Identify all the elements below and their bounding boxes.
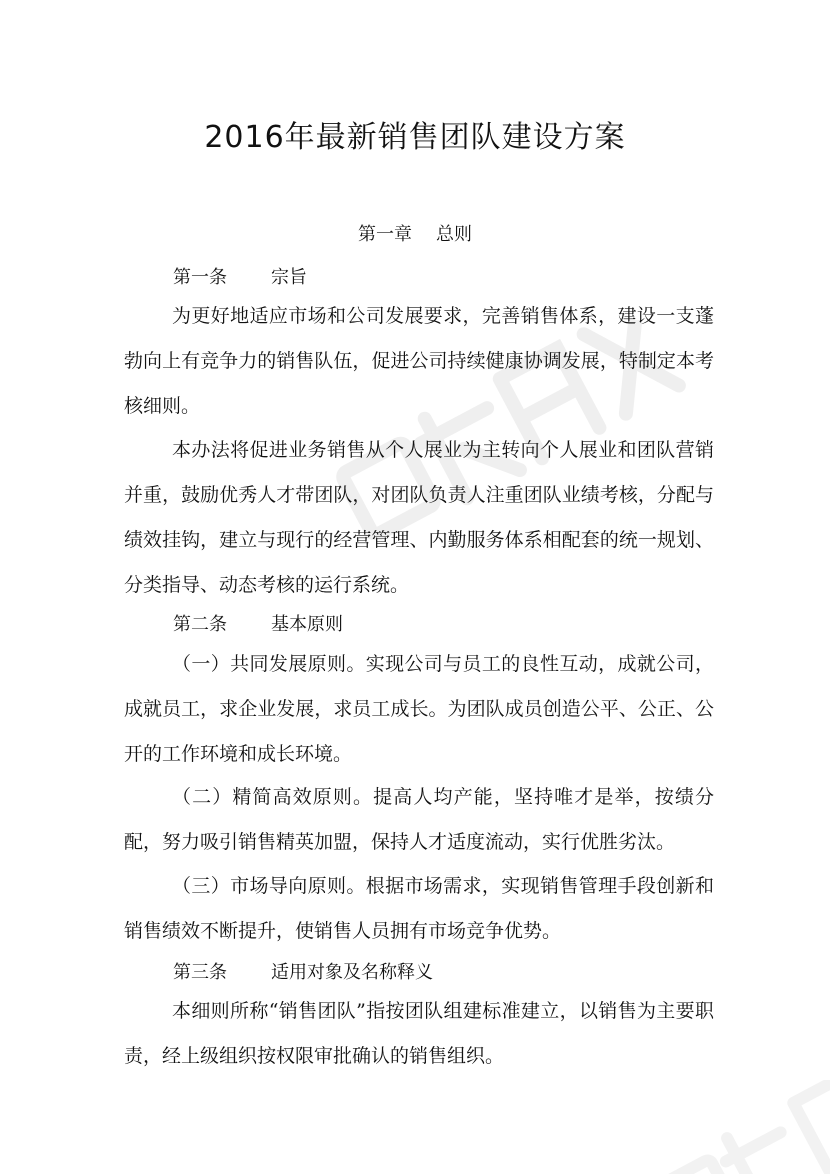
article-name: 适用对象及名称释义 [271,962,433,983]
article-2-heading [173,610,343,636]
article-1-paragraph-2: 本办法将促进业务销售从个人展业为主转向个人展业和团队营销并重，鼓励优秀人才带团队，对团队负责人注重团队业绩考核，分配与绩效挂钩，建立与现行的经营管理、内勤服务体系相配套的统一规划、分类指导、动态考核的运行系统。 [124,439,714,596]
article-label: 第一条 [173,267,227,288]
article-name: 基本原则 [271,614,343,635]
article-1-heading [173,263,307,289]
article-label: 第三条 [173,962,227,983]
article-2-paragraph-1: （一）共同发展原则。实现公司与员工的良性互动，成就公司，成就员工，求企业发展，求员工成长。为团队成员创造公平、公正、公开的工作环境和成长环境。 [124,653,714,765]
chapter-heading [0,220,830,246]
article-2-paragraph-2: （二）精简高效原则。提高人均产能，坚持唯才是举，按绩分配，努力吸引销售精英加盟，保持人才适度流动，实行优胜劣汰。 [124,786,714,853]
article-3-heading [173,958,433,984]
article-2-paragraph-3: （三）市场导向原则。根据市场需求，实现销售管理手段创新和销售绩效不断提升，使销售人员拥有市场竞争优势。 [124,875,714,942]
article-3-paragraph-1: 本细则所称“销售团队”指按团队组建标准建立，以销售为主要职责，经上级组织按权限审批确认的销售组织。 [124,1000,714,1067]
document-title: 2016年最新销售团队建设方案 [204,120,626,155]
chapter-label: 第一章 [358,224,412,245]
chapter-name: 总则 [436,224,472,245]
article-label: 第二条 [173,614,227,635]
watermark-graphic-corner [640,1080,830,1174]
article-name: 宗旨 [271,267,307,288]
article-1-paragraph-1: 为更好地适应市场和公司发展要求，完善销售体系，建设一支蓬勃向上有竞争力的销售队伍，促进公司持续健康协调发展，特制定本考核细则。 [124,305,714,417]
